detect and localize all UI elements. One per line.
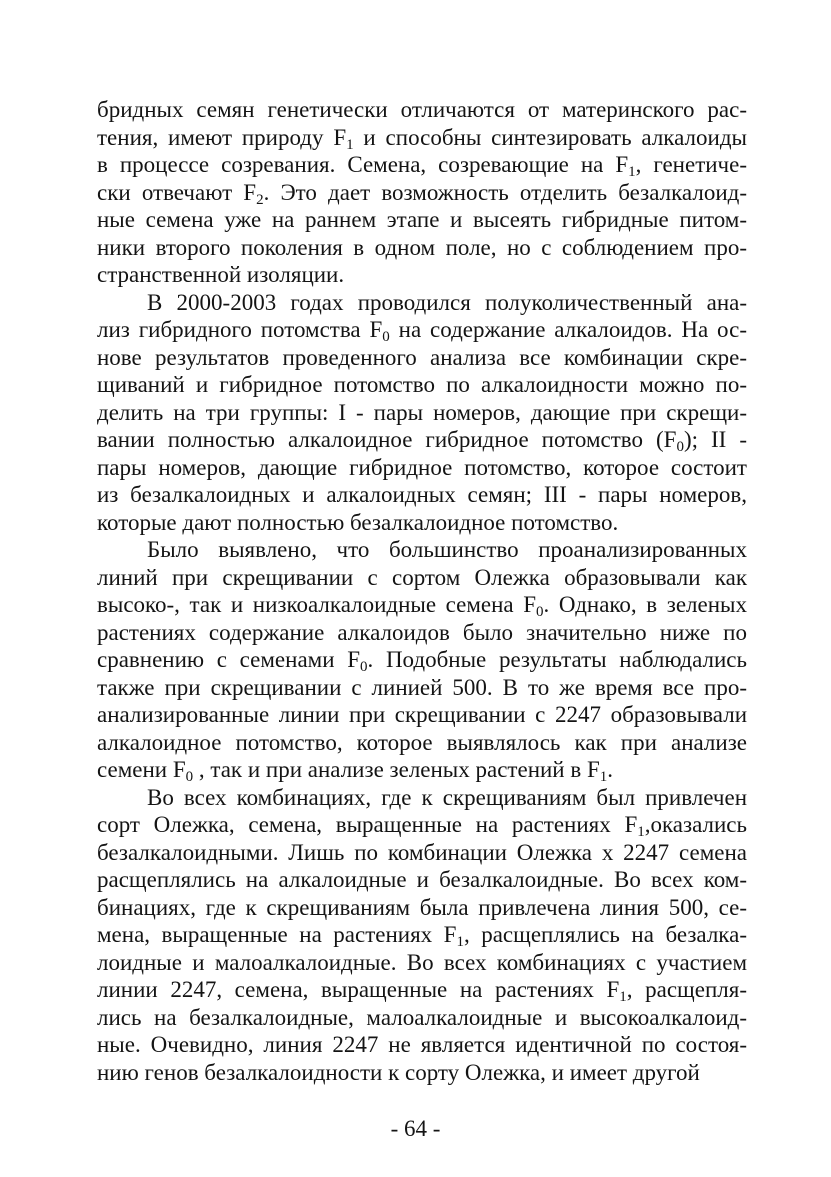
paragraph: [97, 536, 747, 784]
text-line: нию генов безалкалоидности к сорту Олежка, и имеет другой: [97, 1059, 700, 1085]
text-line: странственной изоляции.: [97, 262, 345, 287]
text-line: безалкалоидными. Лишь по комбинации Олежка х 2247 семена: [97, 839, 747, 865]
text-line: линии 2247, семена, выращенные на растениях $F_1$, расщепля-: [97, 977, 747, 1005]
text-line: щиваний и гибридное потомство по алкалоидности можно по-: [97, 372, 747, 397]
text-line: лись на безалкалоидные, малоалкалоидные и высокоалкалоид-: [97, 1004, 747, 1030]
text-line: сорт Олежка, семена, выращенные на растениях $F_1,оказались$: [97, 812, 747, 840]
text-line: ные семена уже на раннем этапе и высеять гибридные питом-: [97, 207, 747, 232]
text-line: лоидные и малоалкалоидные. Во всех комбинациях с участием: [97, 949, 747, 975]
text-line: вании полностью алкалоидное гибридное потомство $(F_0)$; II -: [97, 427, 748, 455]
paragraph: [97, 289, 747, 537]
page-number: - 64 -: [390, 1116, 441, 1141]
text-line: линий при скрещивании с сортом Олежка образовывали как: [97, 564, 747, 590]
text-line: которые дают полностью безалкалоидное потомство.: [97, 509, 619, 535]
text-line: мена, выращенные на растениях $F_1$, расщеплялись на безалка-: [97, 922, 747, 950]
text-line: семени $F_0$ , так и при анализе зеленых растений в $F_1$.: [97, 757, 614, 785]
text-line: лиз гибридного потомства $F_0$ на содержание алкалоидов. На ос-: [97, 317, 747, 345]
text-line: анализированные линии при скрещивании с 2247 образовывали: [97, 702, 747, 727]
text-line: бридных семян генетически отличаются от материнского рас-: [97, 97, 747, 122]
text-line: бинациях, где к скрещиваниям была привлечена линия 500, се-: [97, 894, 747, 920]
text-line: в процессе созревания. Семена, созревающие на $F_1$, генетиче-: [97, 152, 747, 180]
text-line: Было выявлено, что большинство проанализированных: [147, 537, 747, 562]
text-line: расщеплялись на алкалоидные и безалкалоидные. Во всех ком-: [97, 867, 747, 892]
text-line: В 2000-2003 годах проводился полуколичественный ана-: [147, 289, 747, 315]
text-line: высоко-, так и низкоалкалоидные семена $F_0$. Однако, в зеленых: [97, 592, 747, 620]
paragraph: [97, 96, 747, 289]
text-line: Во всех комбинациях, где к скрещиваниям был привлечен: [147, 784, 747, 810]
text-line: пары номеров, дающие гибридное потомство, которое состоит: [97, 454, 747, 480]
text-line: ски отвечают $F_2$. Это дает возможность отделить безалкалоид-: [97, 179, 747, 208]
text-line: ные. Очевидно, линия 2247 не является идентичной по состоя-: [97, 1032, 747, 1057]
text-line: тения, имеют природу $F_1$ и способны синтезировать алкалоиды: [97, 124, 747, 153]
text-line: делить на три группы: I - пары номеров, дающие при скрещи-: [97, 399, 747, 425]
body-text: [97, 96, 747, 1086]
text-line: нове результатов проведенного анализа все комбинации скре-: [97, 344, 747, 370]
text-line: сравнению с семенами $F_0$. Подобные результаты наблюдались: [97, 647, 747, 675]
text-line: ники второго поколения в одном поле, но с соблюдением про-: [97, 234, 747, 260]
text-line: алкалоидное потомство, которое выявлялось как при анализе: [97, 729, 747, 755]
paragraph: [97, 784, 747, 1087]
text-line: растениях содержание алкалоидов было значительно ниже по: [97, 619, 747, 645]
text-line: также при скрещивании с линией 500. В то же время все про-: [97, 674, 747, 700]
text-line: из безалкалоидных и алкалоидных семян; III - пары номеров,: [97, 482, 747, 507]
